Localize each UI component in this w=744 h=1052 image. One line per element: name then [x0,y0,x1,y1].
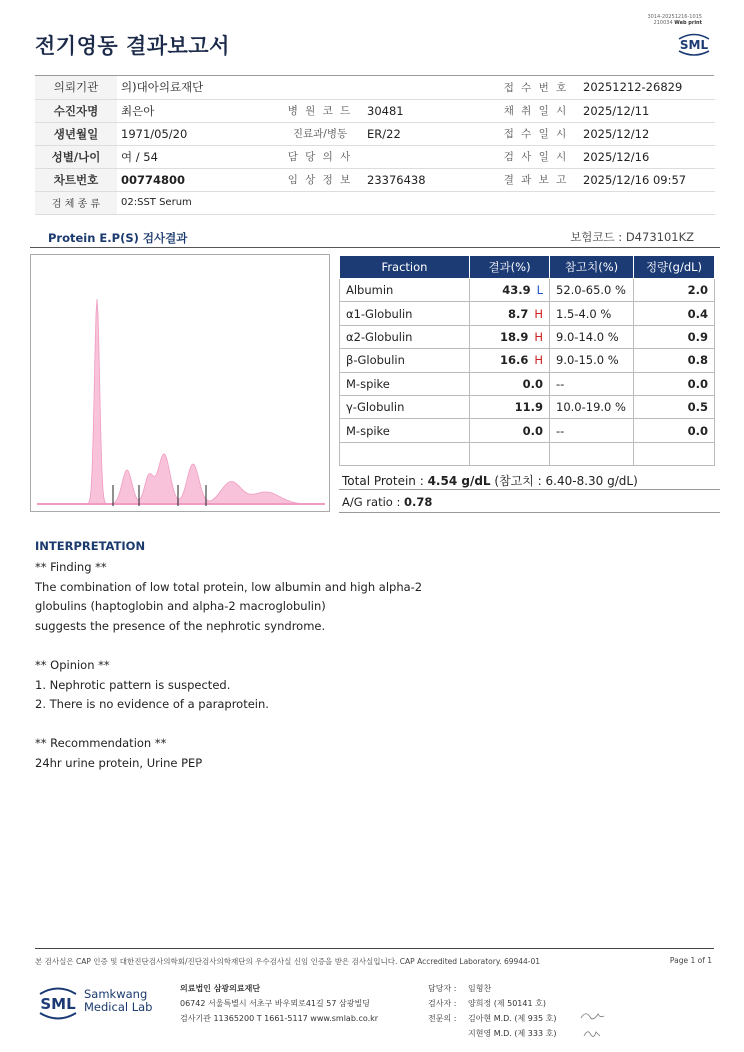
sml-footer-logo-icon [35,982,81,1024]
info-label: 병 원 코 드 [277,99,363,122]
print-code-line2: 210034 Web print [653,20,702,26]
info-row [35,145,715,168]
info-label: 검 체 종 류 [35,191,117,214]
result-flag: L [536,283,543,298]
result-percent: 43.9 L [470,279,550,302]
info-label: 검 사 일 시 [493,145,579,168]
info-row [35,168,715,191]
footer-rule [35,948,714,949]
sex-age: 여 / 54 [117,145,277,168]
info-label: 접 수 번 호 [493,76,579,99]
results-header-row [340,256,715,279]
organization-info [180,981,378,1026]
quantity-value: 0.9 [634,325,715,348]
results-body [340,279,715,466]
interpretation-line: globulins (haptoglobin and alpha-2 macroglobulin) [35,599,326,614]
sml-logo-icon [674,30,714,58]
interpretation-line: ** Recommendation ** [35,736,167,751]
insurance-code: 보험코드 : D473101KZ [570,230,694,244]
info-label: 접 수 일 시 [493,122,579,145]
col-result: 결과(%) [470,256,550,279]
fraction-name: γ-Globulin [340,395,470,418]
print-code [647,14,702,26]
org-address: 06742 서울특별시 서초구 바우뫼로41길 57 삼광빌딩 [180,999,370,1008]
fraction-name: α1-Globulin [340,302,470,325]
result-row [340,349,715,372]
electropherogram-chart [31,255,329,511]
info-label: 담 당 의 사 [277,145,363,168]
total-protein: Total Protein : 4.54 g/dL (참고치 : 6.40-8.30 g/dL) [342,474,638,488]
info-value: 2025/12/16 09:57 [579,168,715,191]
staff-entry: 전문의 : 김아현 M.D. (제 935 호) [428,1014,557,1023]
info-label: 의뢰기관 [35,76,117,99]
quantity-value: 0.4 [634,302,715,325]
interpretation-line: suggests the presence of the nephrotic syndrome. [35,618,326,633]
result-percent [470,442,550,465]
page-number: Page 1 of 1 [669,956,712,965]
interpretation-title: INTERPRETATION [35,539,146,553]
quantity-value: 0.0 [634,372,715,395]
fraction-name: α2-Globulin [340,325,470,348]
col-fraction: Fraction [340,256,470,279]
section-title: Protein E.P(S) 검사결과 [48,231,188,245]
ag-ratio-value: 0.78 [404,495,433,509]
result-row [340,442,715,465]
signature-icon [578,1008,608,1042]
interpretation-line [35,636,422,656]
total-rule [339,489,720,490]
info-value [363,76,493,99]
reference-range: -- [550,419,634,442]
info-label [277,76,363,99]
fraction-name [340,442,470,465]
info-label: 결 과 보 고 [493,168,579,191]
result-row [340,325,715,348]
lab-name: Samkwang Medical Lab [84,987,153,1014]
interpretation-line: 24hr urine protein, Urine PEP [35,755,203,770]
staff-entry: 검사자 : 양희정 (제 50141 호) [428,999,546,1008]
reference-range: 9.0-14.0 % [550,325,634,348]
result-row [340,395,715,418]
report-title: 전기영동 결과보고서 [35,34,230,58]
interpretation-line: 2. There is no evidence of a paraprotein. [35,697,269,712]
accreditation-note: 본 검사실은 CAP 인증 및 대한진단검사의학회/진단검사의학재단의 우수검사실 신임 인증을 받은 검사실입니다. CAP Accredited Laboratory. 69944-01 [35,957,541,966]
fraction-name: Albumin [340,279,470,302]
reference-range: 52.0-65.0 % [550,279,634,302]
info-label: 수진자명 [35,99,117,122]
info-value: ER/22 [363,122,493,145]
info-label: 차트번호 [35,168,117,191]
patient-info-table [35,76,715,215]
org-contact: 검사기관 11365200 T 1661-5117 www.smlab.co.kr [180,1014,379,1023]
reference-range: 1.5-4.0 % [550,302,634,325]
result-flag: H [534,353,543,368]
reference-range: 10.0-19.0 % [550,395,634,418]
result-row [340,302,715,325]
quantity-value: 0.5 [634,395,715,418]
info-row [35,76,715,99]
result-percent: 8.7 H [470,302,550,325]
densitometry-curve [37,299,325,504]
fraction-name: M-spike [340,419,470,442]
quantity-value: 0.0 [634,419,715,442]
info-value: 23376438 [363,168,493,191]
info-value: 2025/12/11 [579,99,715,122]
result-flag: H [534,329,543,344]
info-label: 생년월일 [35,122,117,145]
result-percent: 11.9 [470,395,550,418]
col-reference: 참고치(%) [550,256,634,279]
fraction-name: M-spike [340,372,470,395]
info-label: 채 취 일 시 [493,99,579,122]
info-row [35,99,715,122]
info-value: 2025/12/16 [579,145,715,168]
staff-entry: 담당자 : 임형찬 [428,984,492,993]
info-value: 의)대아의료재단 [117,76,277,99]
info-row [35,191,715,214]
interpretation-line: ** Opinion ** [35,657,110,672]
fraction-name: β-Globulin [340,349,470,372]
org-name: 의료법인 삼광의료재단 [180,984,261,993]
info-value: 20251212-26829 [579,76,715,99]
interpretation-line: ** Finding ** [35,560,107,574]
staff-list [428,981,556,1041]
result-row [340,419,715,442]
info-label: 성별/나이 [35,145,117,168]
result-percent: 0.0 [470,419,550,442]
quantity-value [634,442,715,465]
reference-range [550,442,634,465]
info-row [35,122,715,145]
quantity-value: 0.8 [634,349,715,372]
result-row [340,372,715,395]
staff-entry: 지현영 M.D. (제 333 호) [468,1029,557,1038]
col-quantity: 정량(g/dL) [634,256,715,279]
info-label: 진료과/병동 [277,122,363,145]
total-protein-value: 4.54 g/dL [427,474,491,488]
electropherogram-panel [30,254,330,512]
print-code-line1: 3014-20251216-1015 [647,14,702,20]
svg-text:SML: SML [40,995,76,1013]
info-value [363,145,493,168]
section-rule [30,247,720,248]
results-table [339,255,715,466]
result-percent: 16.6 H [470,349,550,372]
info-label: 임 상 정 보 [277,168,363,191]
logo-text: SML [679,38,709,52]
specimen-type: 02:SST Serum [117,191,715,214]
interpretation-text [35,558,422,774]
info-value: 30481 [363,99,493,122]
interpretation-line: The combination of low total protein, low albumin and high alpha-2 [35,579,423,594]
patient-name: 최은아 [117,99,277,122]
result-row [340,279,715,302]
info-value: 2025/12/12 [579,122,715,145]
reference-range: 9.0-15.0 % [550,349,634,372]
birth-date: 1971/05/20 [117,122,277,145]
interpretation-line: 1. Nephrotic pattern is suspected. [35,677,231,692]
interpretation-line [35,715,422,735]
ag-rule [339,512,720,513]
chart-number: 00774800 [117,168,277,191]
quantity-value: 2.0 [634,279,715,302]
reference-range: -- [550,372,634,395]
result-percent: 18.9 H [470,325,550,348]
result-percent: 0.0 [470,372,550,395]
result-flag: H [534,306,543,321]
ag-ratio: A/G ratio : 0.78 [342,495,433,509]
